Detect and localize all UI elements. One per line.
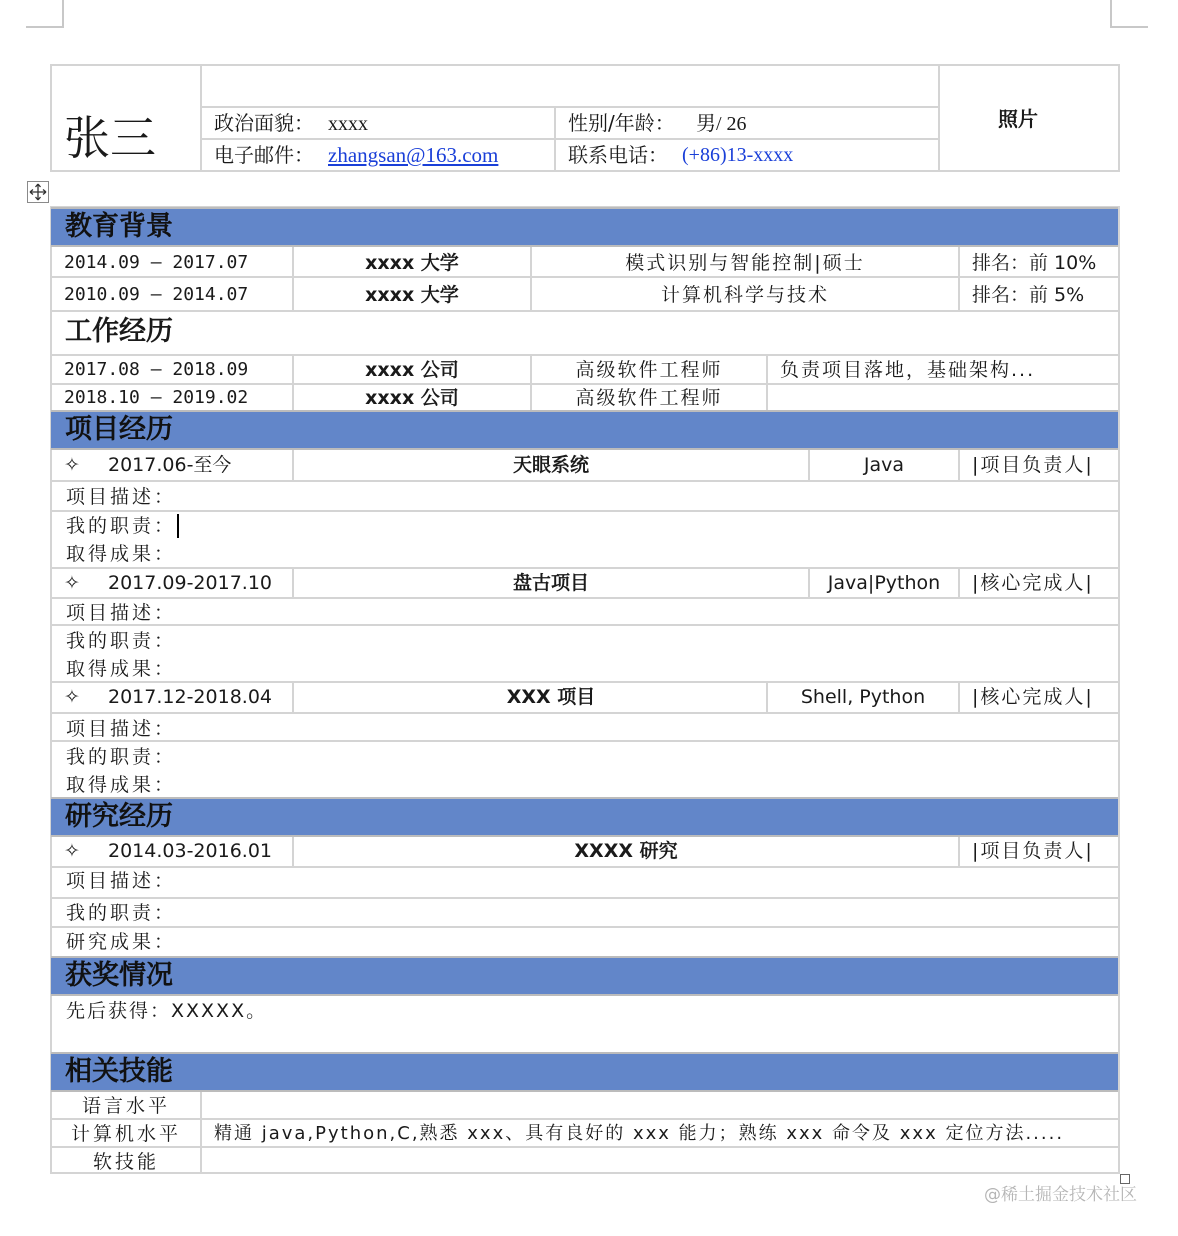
- work-duty: 负责项目落地，基础架构...: [780, 359, 1036, 381]
- education-major: 计算机科学与技术: [660, 284, 829, 306]
- project-bullet-icon: ✧: [64, 572, 80, 594]
- crop-mark-top-right: [1110, 0, 1148, 28]
- research-divider: [51, 866, 1118, 868]
- skill-value: 精通 java,Python,C,熟悉 xxx、具有良好的 xxx 能力；熟练 xxx 命令及 xxx 定位方法.....: [214, 1123, 1065, 1144]
- education-school: xxxx 大学: [365, 284, 459, 306]
- research-result-label: 研究成果：: [66, 931, 177, 953]
- header-divider: [200, 138, 938, 140]
- project-name: 天眼系统: [512, 454, 589, 476]
- education-major: 模式识别与智能控制|硕士: [625, 252, 865, 274]
- project-role: |核心完成人|: [972, 572, 1094, 594]
- education-rank: 排名：前 10%: [972, 252, 1097, 274]
- crop-mark-top-left: [26, 0, 64, 28]
- work-col-divider: [766, 354, 768, 410]
- project-divider: [51, 624, 1118, 626]
- skill-label: 软技能: [92, 1151, 159, 1173]
- skill-label: 计算机水平: [70, 1123, 181, 1145]
- project-name: 盘古项目: [512, 572, 589, 594]
- project-name: XXX 项目: [506, 686, 596, 708]
- project-divider: [51, 480, 1118, 482]
- skills-title: 相关技能: [65, 1056, 173, 1087]
- education-period: 2014.09 – 2017.07: [64, 252, 249, 273]
- education-col-divider: [958, 247, 960, 310]
- project-col-divider: [958, 567, 960, 597]
- header-divider: [554, 106, 556, 172]
- text-cursor: [177, 514, 179, 538]
- photo-placeholder-label: 照片: [998, 107, 1038, 131]
- resume-name: 张三: [64, 111, 156, 165]
- research-name: XXXX 研究: [574, 840, 678, 862]
- project-divider: [51, 510, 1118, 512]
- gender-age-value: 男/ 26: [696, 113, 747, 135]
- project-bullet-icon: ✧: [64, 454, 80, 476]
- research-duty-label: 我的职责：: [66, 902, 177, 924]
- political-status-label: 政治面貌：: [214, 111, 314, 135]
- research-description-label: 项目描述：: [66, 870, 177, 892]
- work-title: 工作经历: [65, 316, 173, 347]
- project-tech: Java|Python: [827, 572, 941, 594]
- project-description-label: 项目描述：: [66, 602, 177, 624]
- projects-header: [51, 410, 1118, 450]
- project-role: |项目负责人|: [972, 454, 1094, 476]
- project-tech: Java: [863, 454, 905, 476]
- education-rank: 排名：前 5%: [972, 284, 1085, 306]
- projects-title: 项目经历: [65, 414, 173, 445]
- awards-title: 获奖情况: [65, 960, 173, 991]
- project-description-label: 项目描述：: [66, 486, 177, 508]
- phone-value: (+86)13-xxxx: [682, 144, 794, 166]
- header-divider: [200, 106, 938, 108]
- table-move-handle-icon[interactable]: [27, 181, 49, 203]
- project-role: |核心完成人|: [972, 686, 1094, 708]
- research-divider: [51, 897, 1118, 899]
- education-period: 2010.09 – 2014.07: [64, 284, 249, 305]
- education-row-divider: [51, 310, 1118, 312]
- work-position: 高级软件工程师: [575, 359, 723, 381]
- project-result-label: 取得成果：: [66, 774, 177, 796]
- education-header: [51, 207, 1118, 247]
- watermark-text: @稀土掘金技术社区: [984, 1185, 1137, 1205]
- work-period: 2017.08 – 2018.09: [64, 359, 249, 380]
- skills-col-divider: [200, 1092, 202, 1174]
- project-divider: [51, 740, 1118, 742]
- header-divider: [938, 64, 940, 172]
- skills-row-divider: [51, 1118, 1118, 1120]
- project-bullet-icon: ✧: [64, 686, 80, 708]
- project-result-label: 取得成果：: [66, 543, 177, 565]
- project-col-divider: [958, 681, 960, 712]
- awards-header: [51, 956, 1118, 996]
- political-status-value: xxxx: [328, 113, 368, 135]
- work-period: 2018.10 – 2019.02: [64, 387, 249, 408]
- research-bullet-icon: ✧: [64, 840, 80, 862]
- project-period: 2017.06-至今: [108, 454, 232, 476]
- research-header: [51, 797, 1118, 837]
- awards-text: 先后获得：XXXXX。: [66, 1000, 268, 1022]
- education-school: xxxx 大学: [365, 252, 459, 274]
- project-result-label: 取得成果：: [66, 658, 177, 680]
- research-col-divider: [958, 837, 960, 866]
- project-duty-label: 我的职责：: [66, 630, 177, 652]
- research-divider: [51, 926, 1118, 928]
- skills-header: [51, 1052, 1118, 1092]
- gender-age-label: 性别/年龄：: [568, 111, 675, 135]
- work-position: 高级软件工程师: [575, 387, 723, 409]
- project-duty-label: 我的职责：: [66, 746, 177, 768]
- email-link[interactable]: zhangsan@163.com: [328, 143, 499, 167]
- project-duty-label: 我的职责：: [66, 515, 177, 537]
- research-period: 2014.03-2016.01: [108, 840, 272, 862]
- project-description-label: 项目描述：: [66, 718, 177, 740]
- project-period: 2017.12-2018.04: [108, 686, 272, 708]
- phone-label: 联系电话：: [568, 143, 668, 167]
- email-label: 电子邮件：: [214, 143, 314, 167]
- header-divider: [200, 64, 202, 172]
- work-company: xxxx 公司: [365, 387, 459, 409]
- research-role: |项目负责人|: [972, 840, 1094, 862]
- work-row-divider: [51, 354, 1118, 356]
- project-tech: Shell, Python: [800, 686, 926, 708]
- project-divider: [51, 712, 1118, 714]
- project-period: 2017.09-2017.10: [108, 572, 272, 594]
- project-divider: [51, 597, 1118, 599]
- work-company: xxxx 公司: [365, 359, 459, 381]
- project-col-divider: [958, 450, 960, 480]
- research-title: 研究经历: [65, 801, 173, 832]
- education-title: 教育背景: [65, 211, 173, 242]
- skill-label: 语言水平: [81, 1095, 170, 1117]
